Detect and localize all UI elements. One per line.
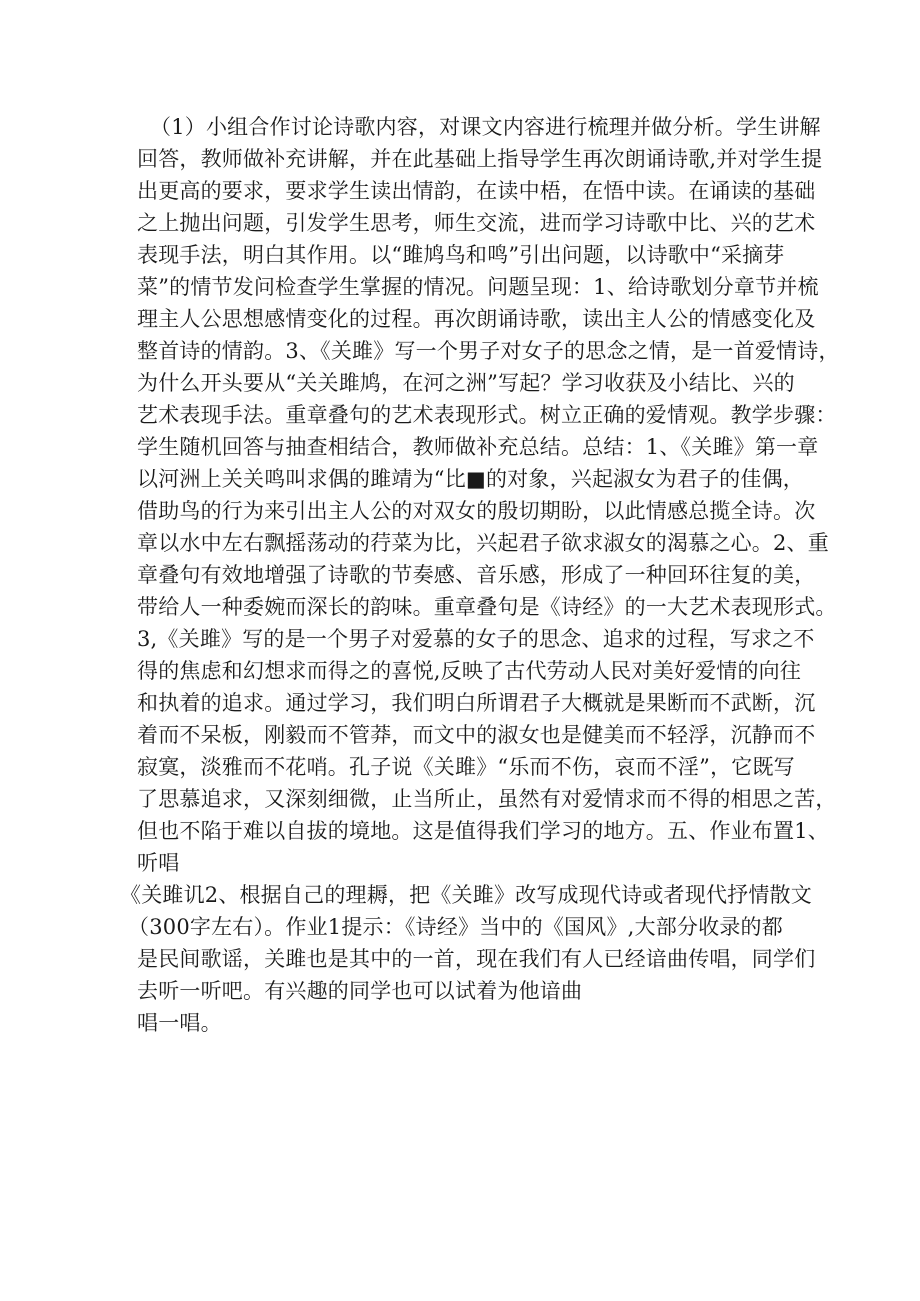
- text-line: 以河洲上关关鸣叫求偶的雎靖为“比■的对象，兴起淑女为君子的佳偶，: [137, 467, 804, 491]
- text-line: 为什么开头要从“关关雎鸠，在河之洲”写起？学习收获及小结比、兴的: [137, 371, 795, 395]
- text-line: 了思慕追求，又深刻细微，止当所止，虽然有对爱情求而不得的相思之苦，: [137, 787, 837, 811]
- text-line: 表现手法，明白其作用。以“雎鸠鸟和鸣”引出问题，以诗歌中“采摘芽: [137, 243, 785, 267]
- text-line: 章以水中左右飘摇荡动的荇菜为比，兴起君子欲求淑女的渴慕之心。2、重: [137, 531, 829, 555]
- text-line: 得的焦虑和幻想求而得之的喜悦,反映了古代劳动人民对美好爱情的向往: [137, 659, 802, 683]
- text-line: （1）小组合作讨论诗歌内容，对课文内容进行梳理并做分析。学生讲解: [150, 115, 821, 139]
- text-line: 之上抛出问题，引发学生思考，师生交流，进而学习诗歌中比、兴的艺术: [137, 211, 816, 235]
- text-line: 菜”的情节发问检查学生掌握的情况。问题呈现：1、给诗歌划分章节并梳: [137, 275, 819, 299]
- text-line: 整首诗的情韵。3、《关雎》写一个男子对女子的思念之情，是一首爱情诗，: [137, 339, 840, 363]
- text-line: 听唱: [137, 851, 180, 875]
- text-line: 理主人公思想感情变化的过程。再次朗诵诗歌，读出主人公的情感变化及: [137, 307, 816, 331]
- text-line: 去听一听吧。有兴趣的同学也可以试着为他谙曲: [137, 979, 583, 1003]
- text-line: 出更高的要求，要求学生读出情韵，在读中梧，在悟中读。在诵读的基础: [137, 179, 816, 203]
- text-line: 和执着的追求。通过学习，我们明白所谓君子大概就是果断而不武断，沉: [137, 691, 816, 715]
- text-line: 3,《关雎》写的是一个男子对爱慕的女子的思念、追求的过程，写求之不: [137, 627, 815, 651]
- text-line: 学生随机回答与抽查相结合，教师做补充总结。总结：1、《关雎》第一章: [137, 435, 819, 459]
- text-line: 章叠句有效地增强了诗歌的节奏感、音乐感，形成了一种回环往复的美，: [137, 563, 816, 587]
- text-line: 借助鸟的行为来引出主人公的对双女的殷切期盼，以此情感总揽全诗。次: [137, 499, 816, 523]
- text-line: 着而不呆板，刚毅而不管莽，而文中的淑女也是健美而不轻浮，沉静而不: [137, 723, 816, 747]
- text-line: 寂寞，淡雅而不花哨。孔子说《关雎》“乐而不伤，哀而不淫”，它既写: [137, 755, 795, 779]
- text-line: 唱一唱。: [137, 1011, 222, 1035]
- text-line: 艺术表现手法。重章叠句的艺术表现形式。树立正确的爱情观。教学步骤：: [137, 403, 837, 427]
- text-line: 带给人一种委婉而深长的韵味。重章叠句是《诗经》的一大艺术表现形式。: [137, 595, 837, 619]
- text-line: 是民间歌谣，关雎也是其中的一首，现在我们有人已经谙曲传唱，同学们: [137, 947, 816, 971]
- text-line: 回答，教师做补充讲解，并在此基础上指导学生再次朗诵诗歌,并对学生提: [137, 147, 823, 171]
- text-line: 《关雎讥2、根据自己的理耨，把《关雎》改写成现代诗或者现代抒情散文: [120, 883, 812, 907]
- text-line: （300字左右）。作业1提示：《诗经》当中的《国风》,大部分收录的都: [128, 915, 783, 939]
- text-line: 但也不陷于难以自拔的境地。这是值得我们学习的地方。五、作业布置1、: [137, 819, 829, 843]
